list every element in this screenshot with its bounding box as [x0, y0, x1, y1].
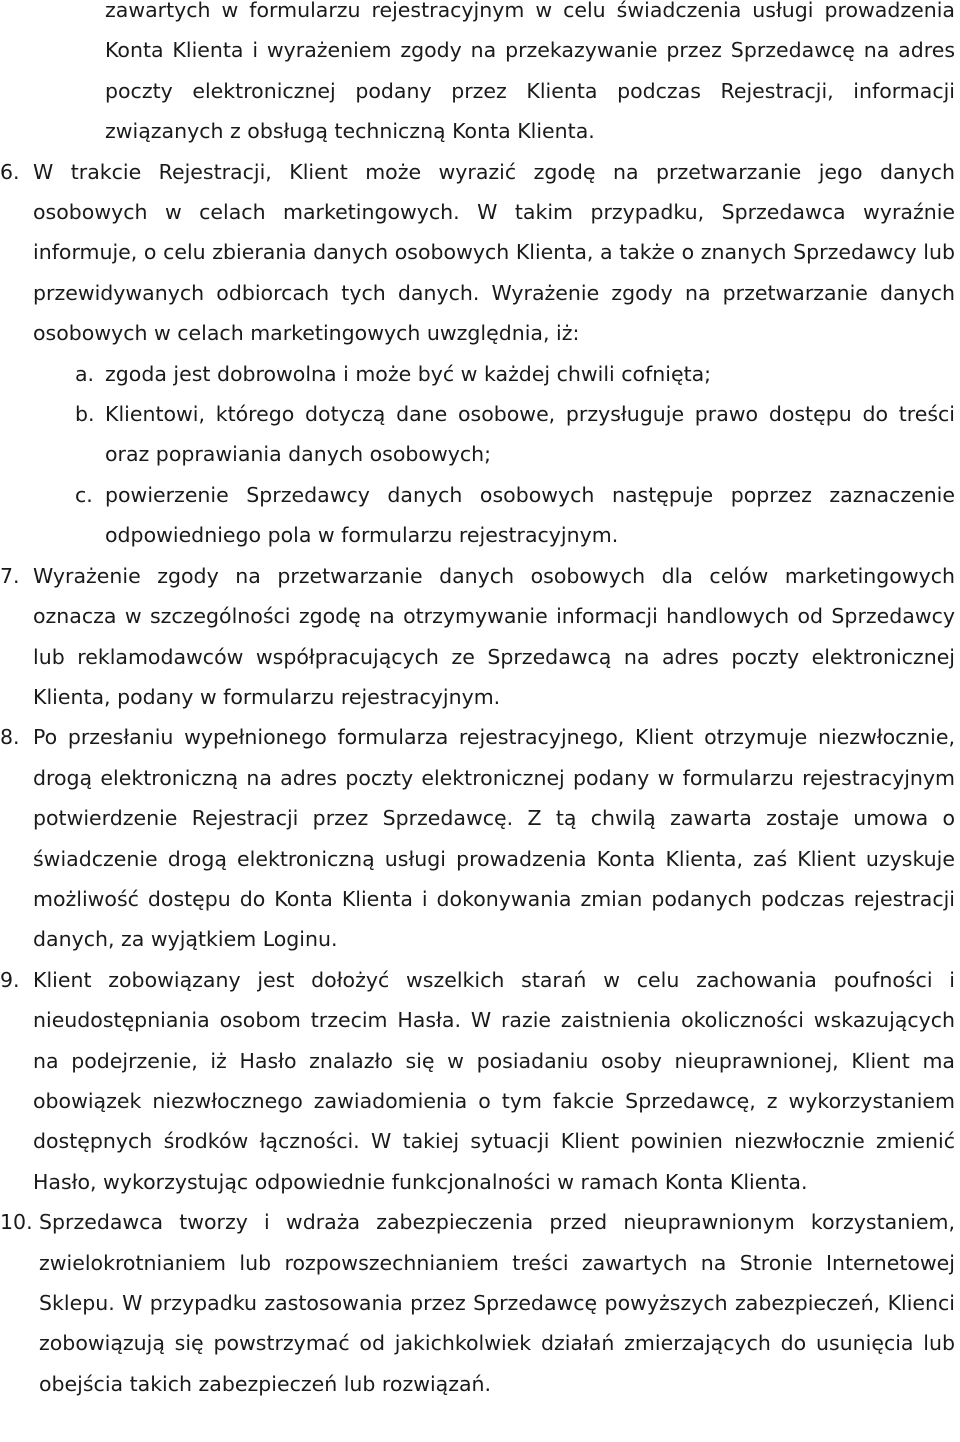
item-number: 10. — [0, 1210, 33, 1235]
sub-item-c — [0, 475, 960, 556]
item-text: Klient zobowiązany jest dołożyć wszelkich starań w celu zachowania poufności i nieudostępniania osobom trzecim Hasła. W razie zaistnienia okoliczności wskazujących na podejrzenie, iż Hasło znalazło się w posiadaniu osoby nieuprawnionej, Klient ma obowiązek niezwłocznego zawiadomienia o tym fakcie Sprzedawcę, z wykorzystaniem dostępnych środków łączności. W takiej sytuacji Klient powinien niezwłocznie zmienić Hasło, wykorzystując odpowiednie funkcjonalności w ramach Konta Klienta. — [33, 967, 955, 1194]
list-item-10 — [0, 1202, 960, 1404]
item-text: Po przesłaniu wypełnionego formularza rejestracyjnego, Klient otrzymuje niezwłocznie, drogą elektroniczną na adres poczty elektronicznej podany w formularzu rejestracyjnym potwierdzenie Rejestracji przez Sprzedawcę. Z tą chwilą zawarta zostaje umowa o świadczenie drogą elektroniczną usługi prowadzenia Konta Klienta, zaś Klient uzyskuje możliwość dostępu do Konta Klienta i dokonywania zmian podanych podczas rejestracji danych, za wyjątkiem Loginu. — [33, 725, 955, 952]
sub-item-letter: a. — [75, 361, 95, 386]
list-item-6 — [0, 152, 960, 354]
item-number: 6. — [0, 159, 20, 184]
sub-item-letter: b. — [75, 402, 95, 427]
item-number: 7. — [0, 563, 20, 588]
item-text: Wyrażenie zgody na przetwarzanie danych osobowych dla celów marketingowych oznacza w szczególności zgodę na otrzymywanie informacji handlowych od Sprzedawcy lub reklamodawców współpracujących ze Sprzedawcą na adres poczty elektronicznej Klienta, podany w formularzu rejestracyjnym. — [33, 563, 955, 709]
list-item-9 — [0, 960, 960, 1202]
item-number: 9. — [0, 967, 20, 992]
sub-item-letter: c. — [75, 482, 93, 507]
sub-item-a — [0, 354, 960, 394]
sub-item-b — [0, 394, 960, 475]
sub-item-text: powierzenie Sprzedawcy danych osobowych następuje poprzez zaznaczenie odpowiedniego pola w formularzu rejestracyjnym. — [105, 482, 955, 548]
item-text: Sprzedawca tworzy i wdraża zabezpieczenia przed nieuprawnionym korzystaniem, zwielokrotnianiem lub rozpowszechnianiem treści zawartych na Stronie Internetowej Sklepu. W przypadku zastosowania przez Sprzedawcę powyższych zabezpieczeń, Klienci zobowiązują się powstrzymać od jakichkolwiek działań zmierzających do usunięcia lub obejścia takich zabezpieczeń lub rozwiązań. — [39, 1210, 955, 1396]
list-item-8 — [0, 717, 960, 959]
continuation-paragraph: zawartych w formularzu rejestracyjnym w celu świadczenia usługi prowadzenia Konta Klienta i wyrażeniem zgody na przekazywanie przez Sprzedawcę na adres poczty elektronicznej podany przez Klienta podczas Rejestracji, informacji związanych z obsługą techniczną Konta Klienta. — [105, 0, 955, 144]
sub-item-text: Klientowi, którego dotyczą dane osobowe, przysługuje prawo dostępu do treści oraz poprawiania danych osobowych; — [105, 402, 955, 467]
sub-item-text: zgoda jest dobrowolna i może być w każdej chwili cofnięta; — [105, 361, 712, 386]
list-item-7 — [0, 556, 960, 718]
item-text: W trakcie Rejestracji, Klient może wyrazić zgodę na przetwarzanie jego danych osobowych w celach marketingowych. W takim przypadku, Sprzedawca wyraźnie informuje, o celu zbierania danych osobowych Klienta, a także o znanych Sprzedawcy lub przewidywanych odbiorcach tych danych. Wyrażenie zgody na przetwarzanie danych osobowych w celach marketingowych uwzględnia, iż: — [33, 159, 955, 346]
item-number: 8. — [0, 725, 20, 750]
